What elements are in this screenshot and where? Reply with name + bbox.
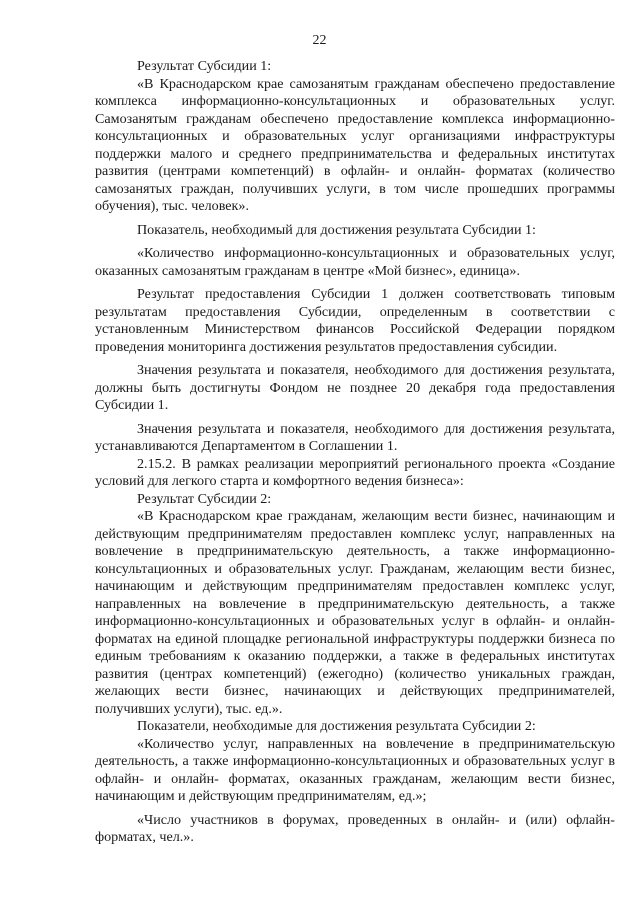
paragraph-result-compliance: Результат предоставления Субсидии 1 должен соответствовать типовым результатам предоставления Субсидии, определенным в соответствии с установленным Министерством финансов Российской Федерации порядком проведения мониторинга достижения результатов предоставления субсидии. <box>95 286 615 355</box>
paragraph-indicator-1-text: «Количество информационно-консультационных и образовательных услуг, оказанных самозанятым гражданам в центре «Мой бизнес», единица». <box>95 245 615 279</box>
paragraph-values-set: Значения результата и показателя, необходимого для достижения результата, устанавливаются Департаментом в Соглашении 1. <box>95 420 615 454</box>
paragraph-result-subsidy-2-text: «В Краснодарском крае гражданам, желающим вести бизнес, начинающим и действующим предпринимателям предоставлен комплекс услуг, направленных на вовлечение в предпринимательскую деятельность, а также информационно-консультационных и образовательных услуг. Гражданам, желающим вести бизнес, начинающим и действующим предпринимателям предоставлен комплекс услуг, направленных на вовлечение в предпринимательскую деятельность, а также информационно-консультационных и образовательных услуг в офлайн- и онлайн- форматах на единой площадке региональной инфраструктуры поддержки бизнеса по единым требованиям к оказанию поддержки, а также в федеральных институтах развития (центрах компетенций) (ежегодно) (количество уникальных граждан, желающих вести бизнес, начинающих и действующих предпринимателей, получивших услуги), тыс. ед.». <box>95 508 615 717</box>
paragraph-section-2-15-2: 2.15.2. В рамках реализации мероприятий регионального проекта «Создание условий для легкого старта и комфортного ведения бизнеса»: <box>95 455 615 489</box>
paragraph-indicator-1-heading: Показатель, необходимый для достижения результата Субсидии 1: <box>137 221 536 238</box>
paragraph-deadline: Значения результата и показателя, необходимого для достижения результата, должны быть достигнуты Фондом не позднее 20 декабря года предоставления Субсидии 1. <box>95 362 615 413</box>
paragraph-result-subsidy-1-heading: Результат Субсидии 1: <box>137 58 272 74</box>
page-number: 22 <box>312 33 327 48</box>
paragraph-result-subsidy-1-text: «В Краснодарском крае самозанятым гражданам обеспечено предоставление комплекса информационно-консультационных и образовательных услуг. Самозанятым гражданам обеспечено предоставление комплекса информационно-консультационных и образовательных услуг организациями инфраструктуры поддержки малого и среднего предпринимательства и федеральных институтах развития (центрами компетенций) в офлайн- и онлайн- форматах (количество самозанятых граждан, получивших услуги, в том числе прошедших программы обучения), тыс. человек». <box>95 75 615 214</box>
document-body <box>95 58 615 847</box>
paragraph-result-subsidy-2-heading: Результат Субсидии 2: <box>137 490 272 507</box>
paragraph-indicators-2-heading: Показатели, необходимые для достижения результата Субсидии 2: <box>137 718 536 734</box>
paragraph-indicator-2-services: «Количество услуг, направленных на вовлечение в предпринимательскую деятельность, а также информационно-консультационных и образовательных услуг в офлайн- и онлайн- форматах, оказанных гражданам, желающим вести бизнес, начинающим и действующим предпринимателям, ед.»; <box>95 735 615 804</box>
paragraph-indicator-2-forums: «Число участников в форумах, проведенных в онлайн- и (или) офлайн-форматах, чел.». <box>95 811 615 845</box>
